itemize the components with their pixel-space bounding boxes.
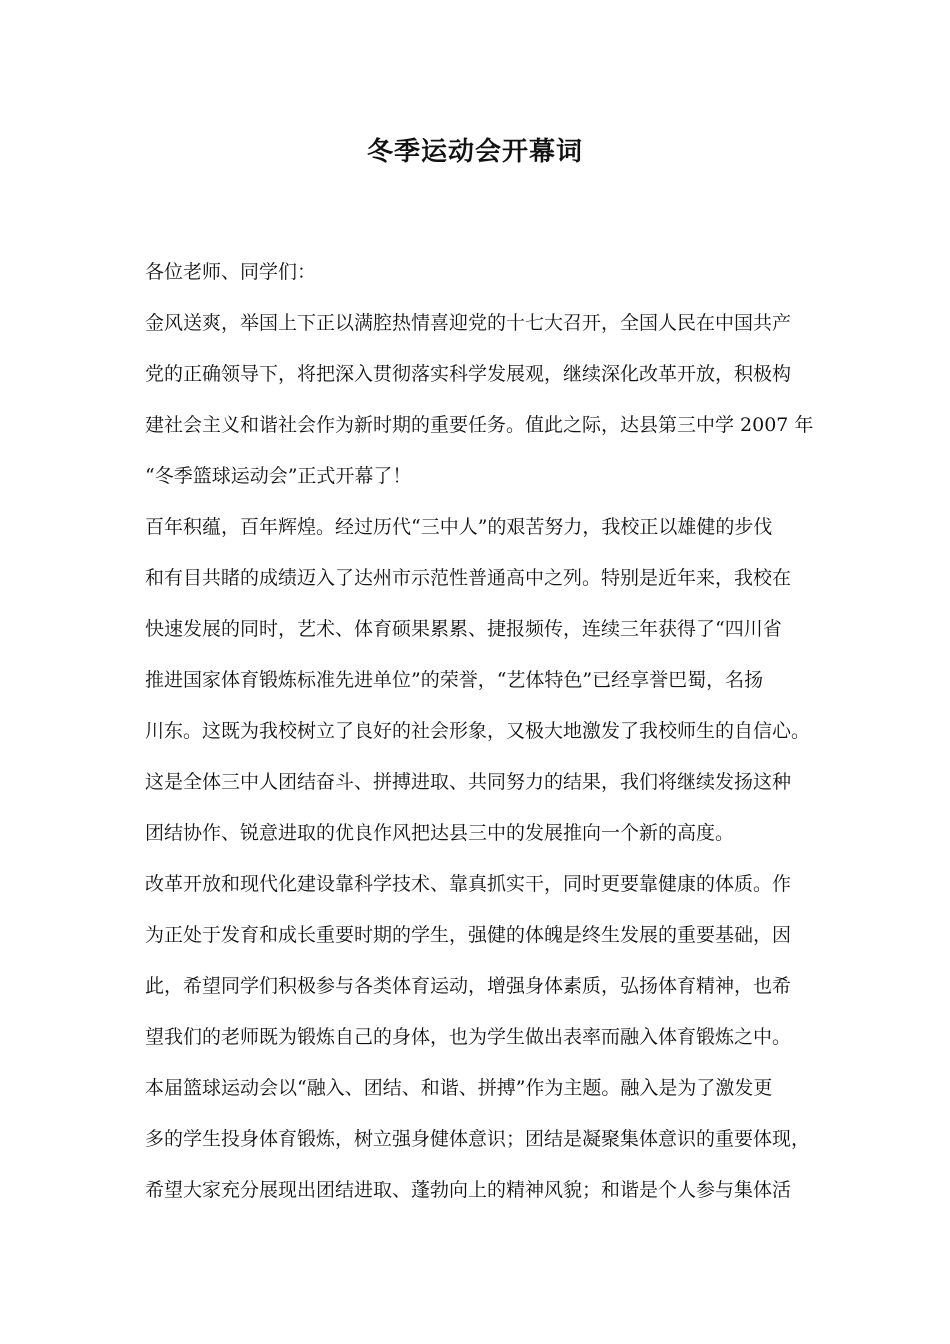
text-line: 本届篮球运动会以“融入、团结、和谐、拼搏”作为主题。融入是为了激发更 xyxy=(145,1077,773,1099)
text-line: 希望大家充分展现出团结进取、蓬勃向上的精神风貌；和谐是个人参与集体活 xyxy=(145,1179,792,1201)
text-line: 推进国家体育锻炼标准先进单位”的荣誉，“艺体特色”已经享誉巴蜀，名扬 xyxy=(145,669,764,691)
document-body xyxy=(145,252,825,1221)
text-line: 为正处于发育和成长重要时期的学生，强健的体魄是终生发展的重要基础，因 xyxy=(145,924,792,946)
text-line: 望我们的老师既为锻炼自己的身体，也为学生做出表率而融入体育锻炼之中。 xyxy=(145,1026,792,1048)
text-line: 金风送爽，举国上下正以满腔热情喜迎党的十七大召开，全国人民在中国共产 xyxy=(145,312,792,334)
text-line: 百年积蕴，百年辉煌。经过历代“三中人”的艰苦努力，我校正以雄健的步伐 xyxy=(145,516,773,538)
text-line: 党的正确领导下，将把深入贯彻落实科学发展观，继续深化改革开放，积极构 xyxy=(145,363,792,385)
text-line: 此，希望同学们积极参与各类体育运动，增强身体素质，弘扬体育精神，也希 xyxy=(145,975,792,997)
text-line: 和有目共睹的成绩迈入了达州市示范性普通高中之列。特别是近年来，我校在 xyxy=(145,567,792,589)
text-line: 快速发展的同时，艺术、体育硕果累累、捷报频传，连续三年获得了“四川省 xyxy=(145,618,782,640)
salutation: 各位老师、同学们： xyxy=(145,261,317,283)
text-line: 川东。这既为我校树立了良好的社会形象，又极大地激发了我校师生的自信心。 xyxy=(145,720,811,742)
text-line: 这是全体三中人团结奋斗、拼搏进取、共同努力的结果，我们将继续发扬这种 xyxy=(145,771,792,793)
text-line: 团结协作、锐意进取的优良作风把达县三中的发展推向一个新的高度。 xyxy=(145,822,735,844)
text-line: 多的学生投身体育锻炼，树立强身健体意识；团结是凝聚集体意识的重要体现， xyxy=(145,1128,811,1150)
text-line: “冬季篮球运动会”正式开幕了！ xyxy=(145,465,412,487)
text-line: 改革开放和现代化建设靠科学技术、靠真抓实干，同时更要靠健康的体质。作 xyxy=(145,873,792,895)
text-line: 建社会主义和谐社会作为新时期的重要任务。值此之际，达县第三中学 2007 年 xyxy=(145,414,814,436)
document-title: 冬季运动会开幕词 xyxy=(366,137,583,167)
